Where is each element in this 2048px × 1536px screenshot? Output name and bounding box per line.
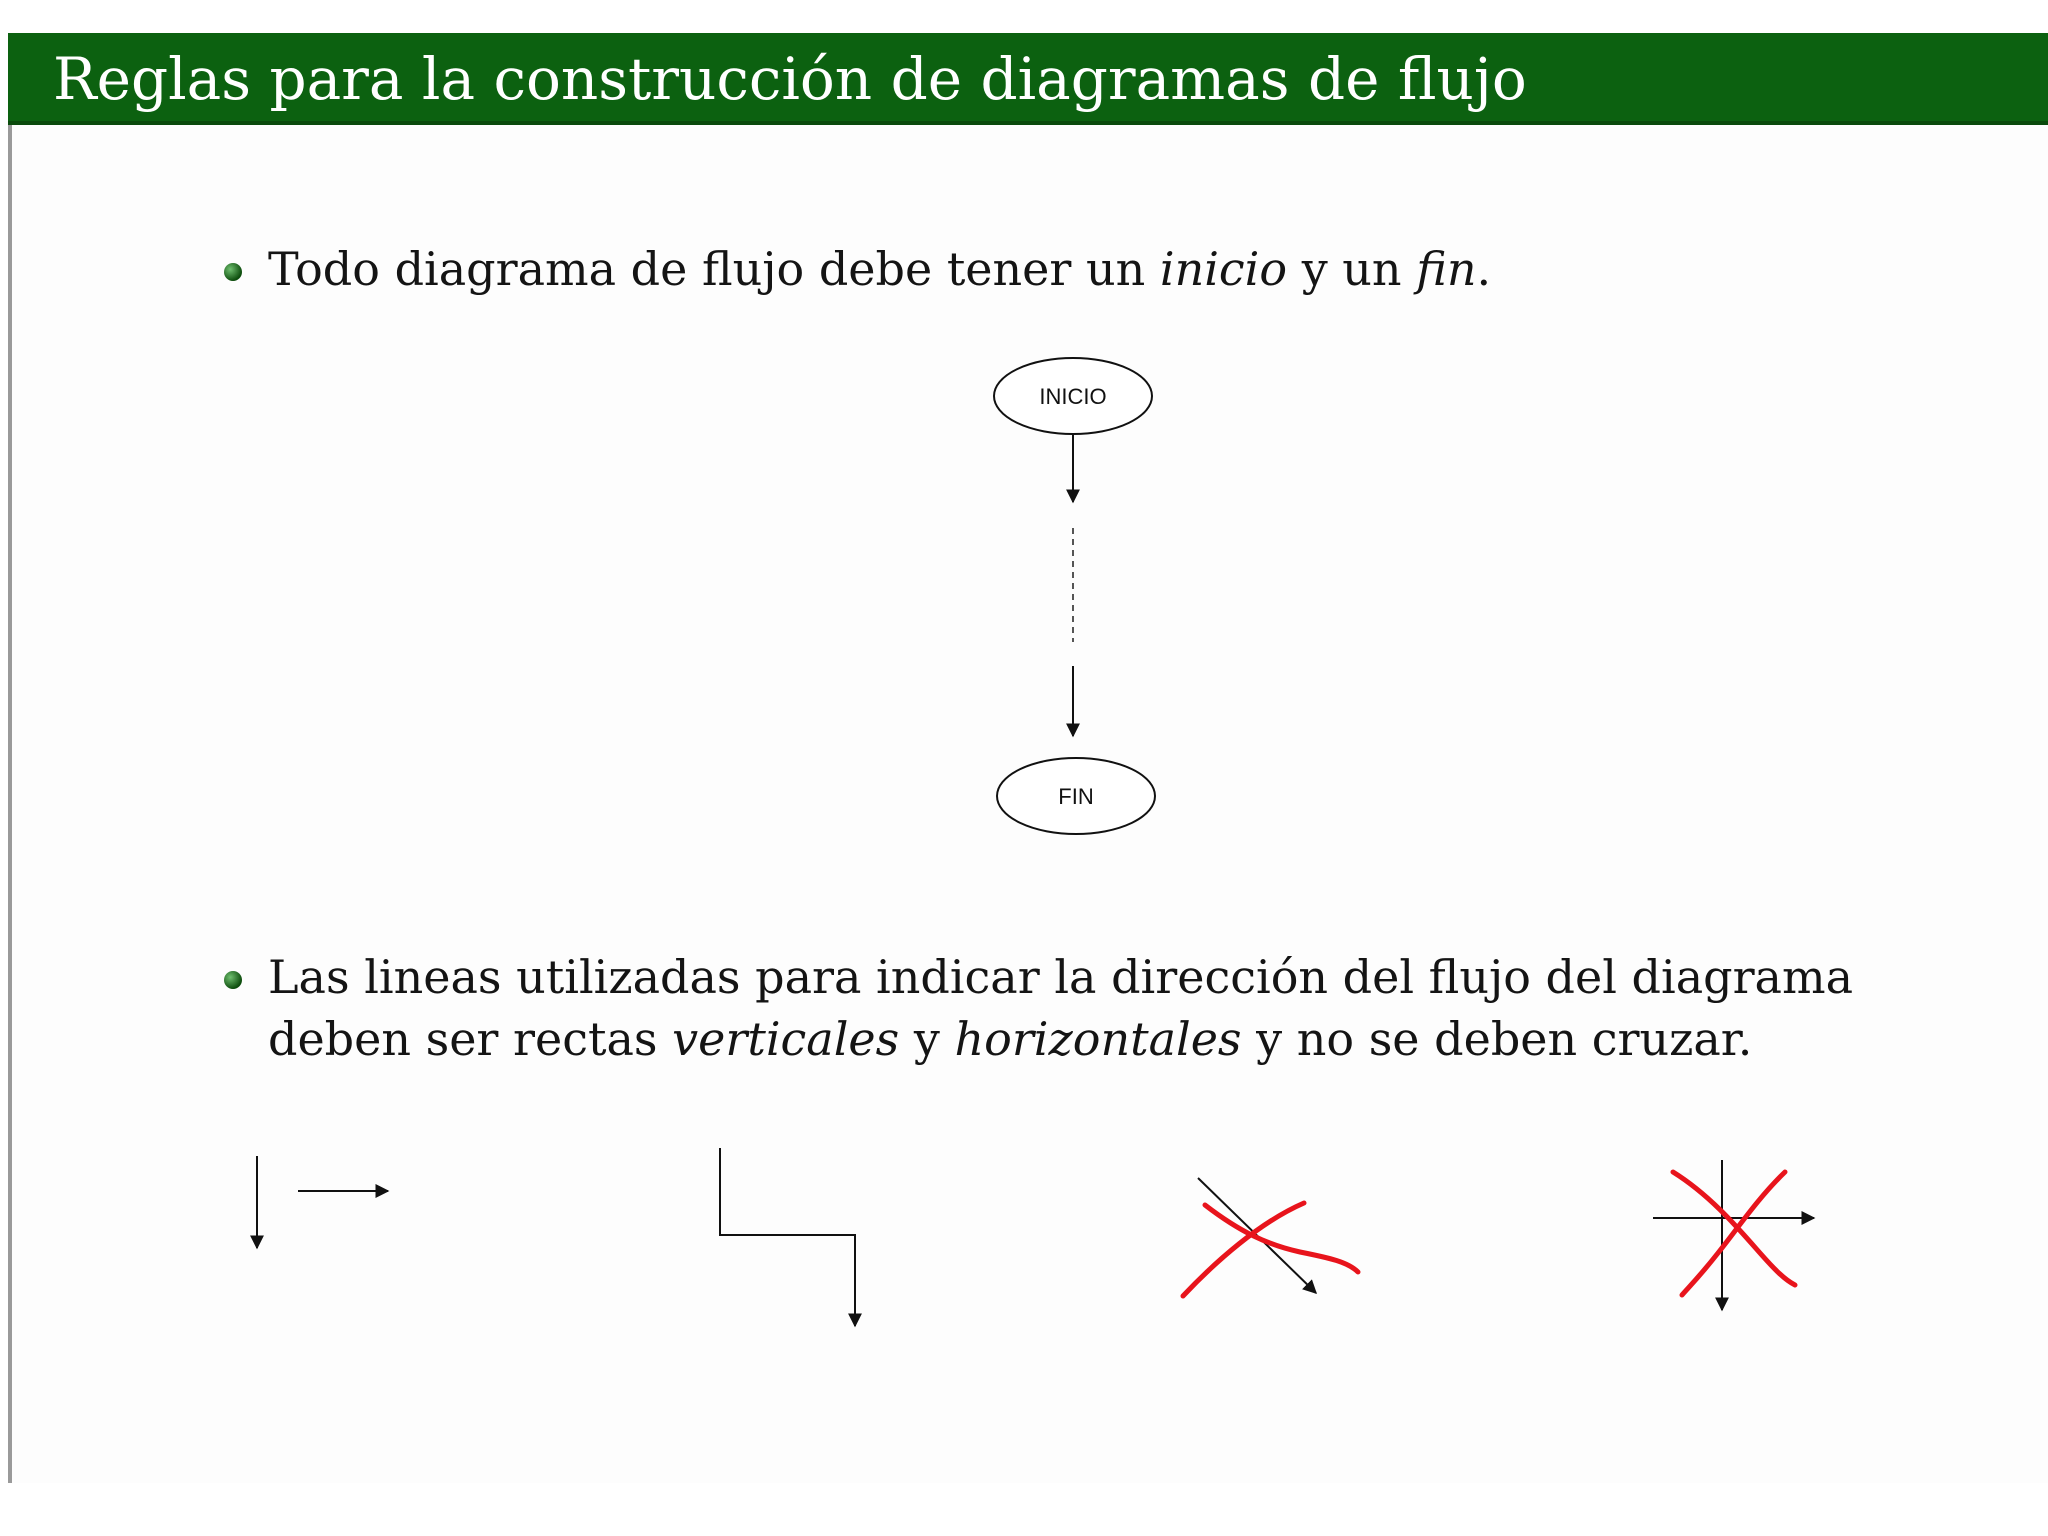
example-diagonal-invalid xyxy=(1183,1178,1358,1296)
rule-2-part: deben ser rectas xyxy=(268,1012,673,1066)
rule-1-part: Todo diagrama de flujo debe tener un xyxy=(268,242,1160,296)
example-straight-lines xyxy=(257,1156,388,1248)
orthogonal-arrow xyxy=(720,1148,855,1326)
slide-title: Reglas para la construcción de diagramas de flujo xyxy=(53,45,1527,113)
flowchart-example xyxy=(994,358,1155,834)
rule-2-horizontales: horizontales xyxy=(954,1012,1242,1066)
example-orthogonal-connector xyxy=(720,1148,855,1326)
rule-2-verticales: verticales xyxy=(672,1012,900,1066)
start-label: INICIO xyxy=(1039,384,1107,409)
rule-2-part: y no se deben cruzar. xyxy=(1241,1012,1753,1066)
rule-1-part: . xyxy=(1476,242,1492,296)
end-label: FIN xyxy=(1058,784,1094,809)
rule-1-inicio: inicio xyxy=(1159,242,1288,296)
example-crossing-invalid xyxy=(1653,1160,1814,1310)
rule-1-part: y un xyxy=(1287,242,1417,296)
rule-1-fin: fin xyxy=(1416,242,1477,296)
rule-2-line-1: Las lineas utilizadas para indicar la dirección del flujo del diagrama xyxy=(268,950,1854,1004)
rule-2-part: y xyxy=(899,1012,955,1066)
